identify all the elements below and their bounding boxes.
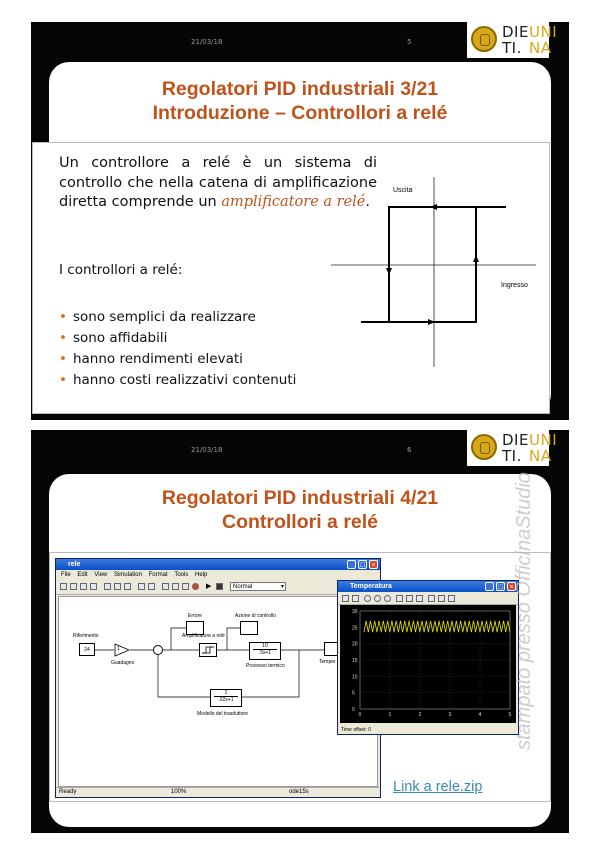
time-offset <box>341 727 371 733</box>
menu-format[interactable]: Format <box>148 572 168 578</box>
riferimento-label: Riferimento <box>73 633 99 639</box>
constant-value: 24 <box>84 647 90 653</box>
paste-icon[interactable] <box>124 583 131 590</box>
logo-text-die: DIE <box>502 23 529 41</box>
pause-icon[interactable] <box>216 583 223 590</box>
bullet-text: sono semplici da realizzare <box>72 309 256 325</box>
params-icon[interactable] <box>352 595 359 602</box>
falling-branch <box>361 207 506 322</box>
amplificatore-label: Amplificatore a relé <box>182 633 225 639</box>
save-icon[interactable] <box>80 583 87 590</box>
modello-den: .02s+1 <box>214 696 238 703</box>
restore-axes-icon[interactable] <box>416 595 423 602</box>
bullet-item <box>59 328 296 349</box>
time-offset-value: 0 <box>368 727 372 733</box>
bullet-text: hanno rendimenti elevati <box>72 351 243 367</box>
cut-icon[interactable] <box>104 583 111 590</box>
guadagno-label: Guadagno <box>111 660 135 666</box>
azione-label: Azione di controllo <box>235 613 276 619</box>
scope-ytick: 10 <box>352 674 358 681</box>
simulation-mode-select[interactable] <box>230 582 286 591</box>
processo-label: Processo termico <box>246 663 285 669</box>
menu-file[interactable]: File <box>61 572 71 578</box>
library-icon[interactable] <box>162 583 169 590</box>
scope-xtick: 0 <box>358 712 362 718</box>
model-canvas[interactable] <box>58 596 378 787</box>
logo-text-na: NA <box>529 39 552 57</box>
definition-end: . <box>365 194 370 210</box>
menu-help[interactable]: Help <box>195 572 208 578</box>
logo-text-ti: TI. <box>502 39 522 57</box>
new-icon[interactable] <box>60 583 67 590</box>
slide-title: Regolatori PID industriali 4/21 <box>161 487 439 509</box>
open-icon[interactable] <box>70 583 77 590</box>
gain-value: 1 <box>117 646 120 652</box>
play-icon[interactable]: ▶ <box>206 583 212 590</box>
bullet-item <box>59 349 296 370</box>
menu-edit[interactable]: Edit <box>77 572 88 578</box>
unina-seal-icon <box>471 26 497 52</box>
simulink-titlebar <box>56 559 380 570</box>
print-icon[interactable] <box>342 595 349 602</box>
relay-hysteresis-diagram <box>331 172 541 372</box>
bullet-text: hanno costi realizzativi contenuti <box>72 372 297 388</box>
signal-lines <box>59 597 379 787</box>
minimize-button[interactable]: _ <box>347 560 356 569</box>
minimize-button[interactable]: _ <box>485 582 494 591</box>
dieti-unina-logo <box>467 22 558 58</box>
simulation-mode-value: Normal <box>233 584 253 590</box>
bullet-list <box>59 307 296 391</box>
slide-subtitle: Introduzione – Controllori a relé <box>152 102 448 124</box>
slide-subtitle: Controllori a relé <box>221 511 379 533</box>
watermark <box>470 430 570 760</box>
model-explorer-icon[interactable] <box>172 583 179 590</box>
scope-ytick: 5 <box>352 690 355 697</box>
watermark-text: stampato presso OfficinaStudio <box>513 472 535 750</box>
bullet-item <box>59 370 296 391</box>
arrow-up-icon <box>473 255 479 262</box>
bullet-text: sono affidabili <box>72 330 168 346</box>
close-button[interactable]: × <box>507 582 516 591</box>
lock-axes-icon[interactable] <box>438 595 445 602</box>
arrow-left-icon <box>430 204 437 210</box>
definition-paragraph <box>59 154 377 213</box>
maximize-button[interactable]: □ <box>496 582 505 591</box>
scope-ytick: 30 <box>352 609 358 615</box>
diagram-x-label: Ingresso <box>501 282 528 289</box>
processo-num: 10 <box>262 643 268 649</box>
chevron-down-icon: ▾ <box>280 584 284 590</box>
diagram-y-label: Uscita <box>393 187 413 194</box>
slide-date: 21/03/18 <box>191 446 223 454</box>
scope-xtick: 1 <box>388 712 392 718</box>
menu-simulation[interactable]: Simulation <box>113 572 142 578</box>
processo-den: .5s+1 <box>253 649 277 656</box>
scope-xtick: 2 <box>418 712 422 718</box>
scope-ytick: 25 <box>352 625 358 632</box>
debug-icon[interactable] <box>182 583 189 590</box>
menu-tools[interactable]: Tools <box>174 572 189 578</box>
slide-title: Regolatori PID industriali 3/21 <box>161 78 439 100</box>
scope-xtick: 3 <box>448 712 452 718</box>
slide-number: 6 <box>407 446 412 454</box>
simulink-statusbar <box>56 787 380 797</box>
status-zoom: 100% <box>171 789 187 795</box>
zoom-x-icon[interactable] <box>374 595 381 602</box>
copy-icon[interactable] <box>114 583 121 590</box>
zoom-y-icon[interactable] <box>384 595 391 602</box>
definition-emphasis: amplificatore a relé <box>221 194 366 210</box>
logo-text-uni: UNI <box>529 431 558 449</box>
definition-text: Un controllore a relé è un sistema di controllo che nella catena di amplificazione diretta comprende un <box>59 155 377 210</box>
simulink-title: rele <box>68 561 81 568</box>
scope-xtick: 5 <box>508 712 512 718</box>
rising-branch <box>361 207 506 322</box>
modello-num: 1 <box>224 690 228 696</box>
slide-number: 5 <box>407 38 412 46</box>
scope-ytick: 20 <box>352 641 358 648</box>
logo-text-na: NA <box>529 447 552 465</box>
arrow-down-icon <box>386 268 392 275</box>
logo-text-ti: TI. <box>502 447 522 465</box>
simulink-window <box>55 558 381 798</box>
bullet-item <box>59 307 296 328</box>
scope-xtick: 4 <box>478 712 482 718</box>
errore-label: Errore <box>188 613 202 619</box>
logo-text-uni: UNI <box>529 23 558 41</box>
floating-scope-icon[interactable] <box>428 595 435 602</box>
list-lead: I controllori a relé: <box>59 262 183 278</box>
undo-icon[interactable] <box>138 583 145 590</box>
menu-view[interactable]: View <box>94 572 108 578</box>
time-offset-label: Time offset: <box>341 727 367 733</box>
stop-icon[interactable] <box>192 583 199 590</box>
simulink-toolbar <box>56 580 380 595</box>
autoscale-icon[interactable] <box>396 595 403 602</box>
zoom-icon[interactable] <box>364 595 371 602</box>
modello-label: Modello del trasduttore <box>197 711 248 717</box>
status-solver: ode15s <box>289 789 309 795</box>
slide-1 <box>31 22 569 420</box>
scope-ytick: 15 <box>352 658 358 664</box>
simulink-menubar <box>56 571 380 580</box>
close-button[interactable]: × <box>369 560 378 569</box>
print-icon[interactable] <box>90 583 97 590</box>
status-ready: Ready <box>59 789 77 795</box>
maximize-button[interactable]: □ <box>358 560 367 569</box>
scope-ytick: 0 <box>352 707 355 713</box>
download-link[interactable]: Link a rele.zip <box>393 779 483 795</box>
logo-text-die: DIE <box>502 431 529 449</box>
temperatura-label: Temper <box>319 659 336 665</box>
save-axes-icon[interactable] <box>406 595 413 602</box>
scope-title: Temperatura <box>350 583 392 590</box>
redo-icon[interactable] <box>148 583 155 590</box>
slide-date: 21/03/18 <box>191 38 223 46</box>
signal-selection-icon[interactable] <box>448 595 455 602</box>
